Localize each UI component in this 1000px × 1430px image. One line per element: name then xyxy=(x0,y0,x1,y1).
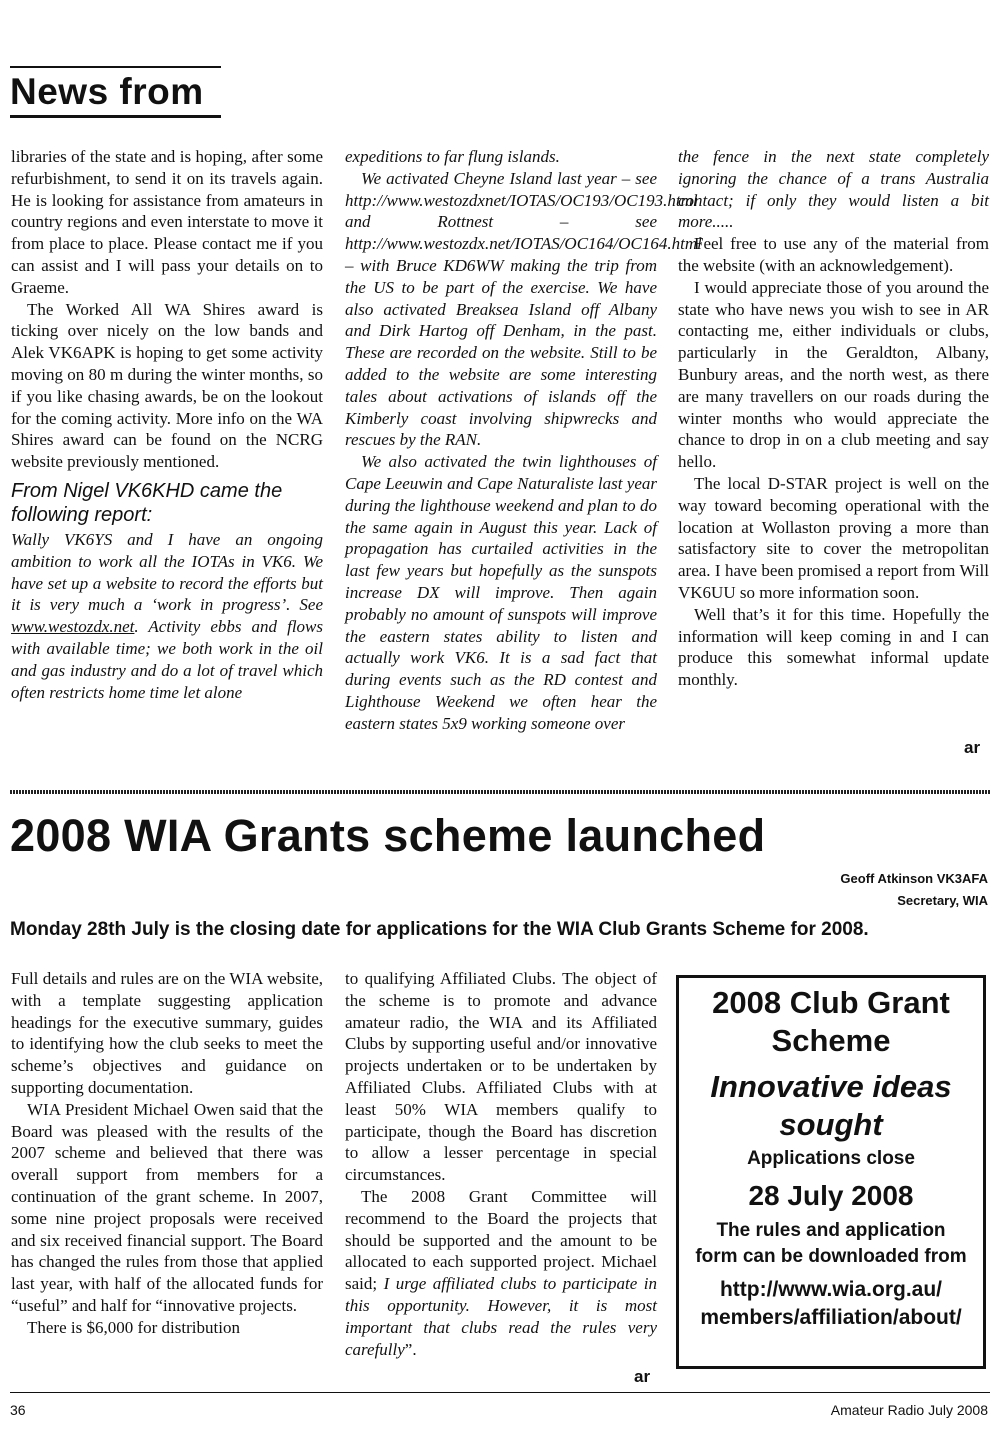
news-end-mark: ar xyxy=(964,738,981,757)
news-subheading: From Nigel VK6KHD came the following report: xyxy=(11,479,283,526)
news-column-3 xyxy=(678,146,989,691)
grant-notice-box xyxy=(676,975,986,1369)
article-lead: Monday 28th July is the closing date for applications for the WIA Club Grants Scheme for 2008. xyxy=(10,919,869,940)
box-tagline-line-1: Innovative ideas xyxy=(710,1069,952,1104)
news-paragraph: We activated Cheyne Island last year – see http://www.westozdxnet/IOTAS/OC193/OC193.html and Rottnest – see http://www.westozdx.net/IOTAS/OC164/OC164.html – with Bruce KD6WW making the trip from the US to be part of the exercise. We have also activated Breaksea Island off Albany and Dirk Hartog off Denham, in the past. These are recorded on the website. Still to be added to the website are some interesting tales about activations of islands off the Kimberly coast involving shipwrecks and rescues by the RAN. xyxy=(345,168,702,450)
box-rules-line-1: The rules and application xyxy=(716,1220,946,1241)
grants-column-1 xyxy=(11,968,323,1339)
article-title: 2008 WIA Grants scheme launched xyxy=(10,810,766,861)
box-tagline-line-2: sought xyxy=(779,1107,883,1142)
grants-paragraph: to qualifying Affiliated Clubs. The object of the scheme is to promote and advance amateur radio, the WIA and its Affiliated Clubs by supporting useful and/or innovative projects undertaken or to be undertaken by Affiliated Clubs. Affiliated Clubs with at least 50% WIA members qualify to participate, though the Board has discretion to allow a lesser percentage in special circumstances. xyxy=(345,969,657,1185)
author-name: Geoff Atkinson VK3AFA xyxy=(840,871,988,886)
author-role: Secretary, WIA xyxy=(897,893,988,908)
news-paragraph: The Worked All WA Shires award is ticking over nicely on the low bands and Alek VK6APK is hoping to get some activity moving on 80 m during the winter months, so if you like chasing awards, be on the lookout for the coming activity. More info on the WA Shires award can be found on the NCRG website previously mentioned. xyxy=(11,299,323,472)
news-paragraph: The local D-STAR project is well on the way toward becoming operational with the location at Wollaston proving a more than satisfactory site to cover the metropolitan area. I have been promised a report from Will VK6UU so more information soon. xyxy=(678,473,989,602)
news-paragraph: expeditions to far flung islands. xyxy=(345,147,560,166)
news-paragraph: We also activated the twin lighthouses of Cape Leeuwin and Cape Naturaliste last year during the lighthouse weekend and plan to do the same again in August this year. Lack of propagation has curtailed activities in the last few years but hopefully as the sunspots increase DX will improve. Then again probably no amount of sunspots will improve the eastern states ability to listen and actually work VK6. It is a sad fact that during events such as the RD contest and Lighthouse Weekend we often hear the eastern states 5x9 working someone over xyxy=(345,452,657,733)
grants-text: The 2008 Grant Committee will recommend to the Board the projects that should be supported and the amount to be allocated to each supported project. Michael said; xyxy=(345,1186,657,1294)
header-top-rule xyxy=(10,66,221,68)
news-paragraph xyxy=(11,529,323,703)
header-bottom-rule xyxy=(10,115,221,118)
news-text: . Activity ebbs and flows with available time; we both work in the oil and gas industry and do a lot of travel which often restricts home time let alone xyxy=(11,617,323,702)
news-paragraph: libraries of the state and is hoping, after some refurbishment, to send it on its travels again. He is looking for assistance from amateurs in country regions and even interstate to move it from place to place. Please contact me if you can assist and I will pass your details on to Graeme. xyxy=(11,147,323,297)
news-paragraph: Feel free to use any of the material from the website (with an acknowledgement). xyxy=(678,234,989,275)
footer-rule xyxy=(10,1392,990,1393)
box-url-line-1[interactable]: http://www.wia.org.au/ xyxy=(719,1278,943,1301)
grants-text: ”. xyxy=(404,1339,417,1359)
box-rules-line-2: form can be downloaded from xyxy=(695,1246,967,1267)
news-paragraph: Well that’s it for this time. Hopefully the information will keep coming in and I can produce this somewhat informal update monthly. xyxy=(678,604,989,690)
box-closing-date: 28 July 2008 xyxy=(748,1180,914,1211)
box-title-line-2: Scheme xyxy=(771,1023,891,1058)
magazine-issue: Amateur Radio July 2008 xyxy=(830,1402,988,1418)
box-applications-label: Applications close xyxy=(747,1148,915,1169)
grants-paragraph xyxy=(345,1186,657,1360)
section-divider xyxy=(10,790,990,794)
page-number: 36 xyxy=(10,1402,26,1418)
news-paragraph: the fence in the next state completely ignoring the chance of a trans Australia contact; if only they would listen a bit more..... xyxy=(678,147,989,232)
news-paragraph: I would appreciate those of you around the state who have news you wish to see in AR contacting me, either individuals or clubs, particularly in the Geraldton, Albany, Bunbury areas, and the north west, as there are many travellers on our roads during the winter months who would appreciate the chance to drop in on a club meeting and say hello. xyxy=(678,277,989,472)
grants-column-2 xyxy=(345,968,657,1360)
box-url-line-2[interactable]: members/affiliation/about/ xyxy=(700,1306,962,1329)
grants-paragraph: There is $6,000 for distribution xyxy=(27,1317,240,1337)
grants-paragraph: WIA President Michael Owen said that the Board was pleased with the results of the 2007 scheme and believed that there was overall support from members for a continuation of the grant scheme. In 2007, some nine project proposals were received and six received financial support. The Board has changed the rules from those that applied last year, with half of the allocated funds for “useful” and half for “innovative projects. xyxy=(11,1099,323,1315)
grants-end-mark: ar xyxy=(634,1367,651,1386)
grants-paragraph: Full details and rules are on the WIA website, with a template suggesting application headings for the executive summary, guides to identifying how the club seeks to meet the scheme’s objectives and guidance on supporting documentation. xyxy=(11,969,323,1097)
box-title-line-1: 2008 Club Grant xyxy=(712,985,950,1020)
news-column-1 xyxy=(11,146,323,703)
section-title: News from xyxy=(10,71,204,112)
news-text: Wally VK6YS and I have an ongoing ambition to work all the IOTAs in VK6. We have set up a website to record the efforts but it is very much a ‘work in progress’. See xyxy=(11,529,323,615)
news-column-2 xyxy=(345,146,702,735)
grants-quote: I urge affiliated clubs to participate in this opportunity. However, it is most important that clubs read the rules very carefully xyxy=(345,1274,657,1359)
website-link[interactable]: www.westozdx.net xyxy=(11,617,135,637)
